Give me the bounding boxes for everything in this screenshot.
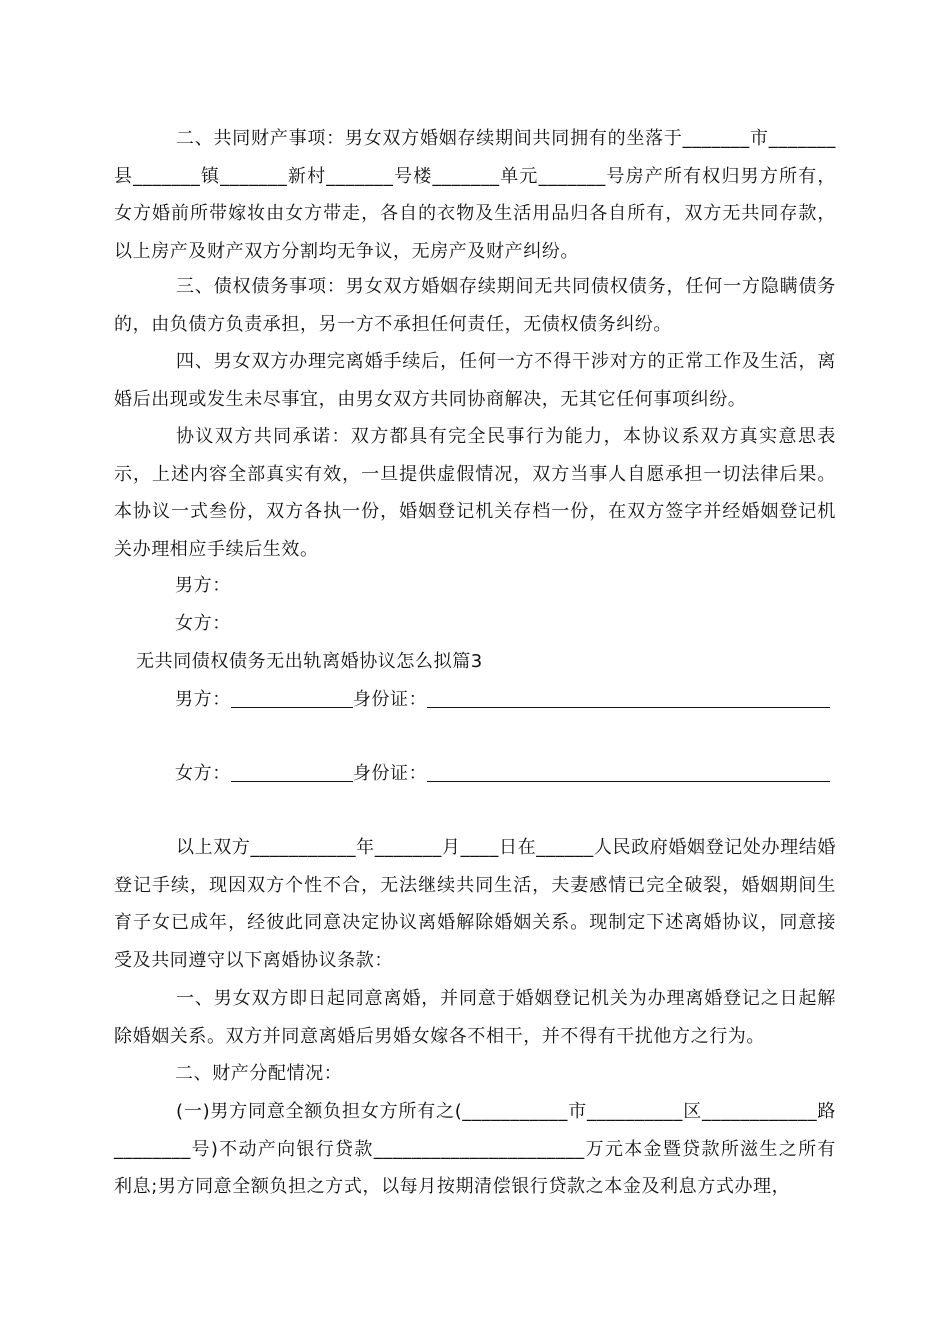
clause-2-title: 二、财产分配情况： xyxy=(175,1063,343,1084)
male-label: 男方： xyxy=(175,689,231,710)
female-name-blank xyxy=(231,763,353,782)
male-info-row xyxy=(175,688,830,712)
clause-2-item-1: (一)男方同意全额负担女方所有之(___________市__________区____________路________号)不动产向银行贷款______________________万元本金暨贷款所滋生之所有利息;男方同意全额负担之方式，以每月按期清偿银行贷款之本金及利息方式办理， xyxy=(114,1101,836,1197)
female-info-row xyxy=(175,762,830,786)
male-signature-label: 男方： xyxy=(175,575,231,596)
section-after-divorce: 四、男女双方办理完离婚手续后，任何一方不得干涉对方的正常工作及生活，离婚后出现或发生未尽事宜，由男女双方共同协商解决，无其它任何事项纠纷。 xyxy=(114,351,836,410)
male-id-label: 身份证： xyxy=(352,689,428,710)
male-id-blank xyxy=(427,689,830,708)
female-id-blank xyxy=(427,763,830,782)
female-id-label: 身份证： xyxy=(352,763,428,784)
female-signature-label: 女方： xyxy=(175,613,231,634)
clause-1: 一、男女双方即日起同意离婚，并同意于婚姻登记机关为办理离婚登记之日起解除婚姻关系。双方并同意离婚后男婚女嫁各不相干，并不得有干扰他方之行为。 xyxy=(114,988,836,1047)
section-joint-promise: 协议双方共同承诺：双方都具有完全民事行为能力，本协议系双方真实意思表示，上述内容全部真实有效，一旦提供虚假情况，双方当事人自愿承担一切法律后果。本协议一式叁份，双方各执一份，婚姻登记机关存档一份，在双方签字并经婚姻登记机关办理相应手续后生效。 xyxy=(114,426,836,560)
male-name-blank xyxy=(231,689,353,708)
section-common-property: 二、共同财产事项：男女双方婚姻存续期间共同拥有的坐落于_______市_______县_______镇_______新村_______号楼_______单元_______号房产所有权归男方所有，女方婚前所带嫁妆由女方带走，各自的衣物及生活用品归各自所有，双方无共同存款，以上房产及财产双方分割均无争议，无房产及财产纠纷。 xyxy=(114,128,836,262)
female-label: 女方： xyxy=(175,763,231,784)
article-title: 无共同债权债务无出轨离婚协议怎么拟篇3 xyxy=(136,651,483,672)
intro-paragraph: 以上双方___________年_______月____日在______人民政府婚姻登记处办理结婚登记手续，现因双方个性不合，无法继续共同生活，夫妻感情已完全破裂，婚姻期间生育子女已成年，经彼此同意决定协议离婚解除婚姻关系。现制定下述离婚协议，同意接受及共同遵守以下离婚协议条款： xyxy=(114,837,836,971)
section-debt: 三、债权债务事项：男女双方婚姻存续期间无共同债权债务，任何一方隐瞒债务的，由负债方负责承担，另一方不承担任何责任，无债权债务纠纷。 xyxy=(114,276,836,335)
